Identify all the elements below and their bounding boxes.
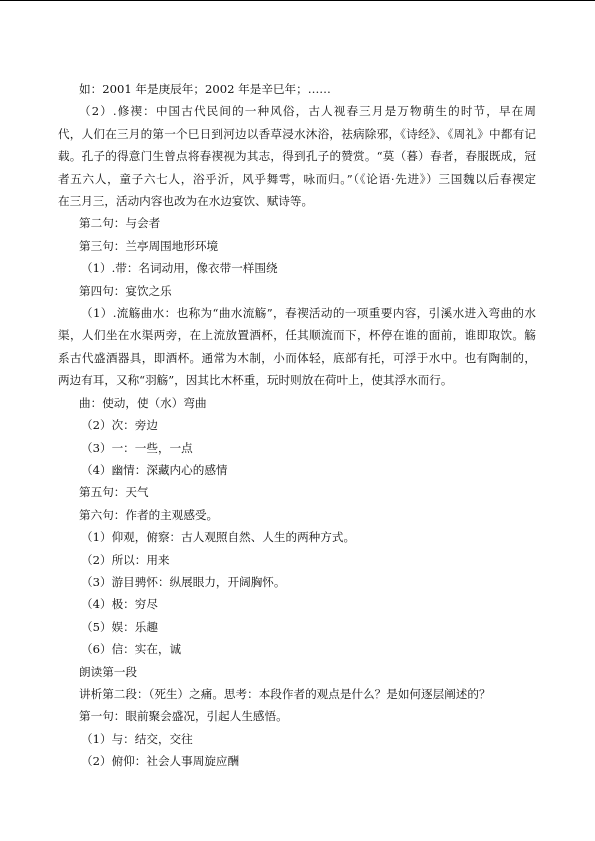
text-line: （3）游目骋怀：纵展眼力，开阔胸怀。 <box>81 574 286 589</box>
text-line: （6）信：实在，诚 <box>81 642 182 657</box>
text-line: （2）次：旁边 <box>81 418 158 433</box>
text-line: 第二句：与会者 <box>79 216 161 231</box>
text-line: 曲：使动，使（水）弯曲 <box>79 395 207 410</box>
text-line: （3）一：一些，一点 <box>81 440 193 455</box>
document-page <box>58 78 536 773</box>
text-line: （1）与：结交，交往 <box>81 731 193 746</box>
text-line: （2）.修禊：中国古代民间的一种风俗，古人视春三月是万物萌生的时节，早在周 <box>79 104 536 119</box>
text-line: （1）.流觞曲水：也称为“曲水流觞”，春禊活动的一项重要内容，引溪水进入弯曲的水 <box>81 306 536 321</box>
text-line: 第一句：眼前聚会盛况，引起人生感悟。 <box>79 709 288 724</box>
text-line: （2）所以：用来 <box>81 552 170 567</box>
text-line: （1）.带：名词动用，像衣带一样围绕 <box>81 261 278 276</box>
text-line: 两边有耳，又称“羽觞”，因其比木杯重，玩时则放在荷叶上，使其浮水而行。 <box>58 373 453 388</box>
text-line: 第五句：天气 <box>79 485 149 500</box>
text-line: （1）仰观，俯察：古人观照自然、人生的两种方式。 <box>81 530 356 545</box>
text-line: （4）幽情：深藏内心的感情 <box>81 462 228 477</box>
text-line: 代，人们在三月的第一个巳日到河边以香草浸水沐浴，祛病除邪，《诗经》、《周礼》中都有记 <box>58 126 536 141</box>
text-line: 载。孔子的得意门生曾点将春禊视为其志，得到孔子的赞赏。“莫（暮）春者，春服既成，冠 <box>58 149 536 164</box>
text-line: 第六句：作者的主观感受。 <box>79 507 219 522</box>
text-line: 朗读第一段 <box>79 664 137 679</box>
text-line: 第四句：宴饮之乐 <box>79 283 172 298</box>
text-line: 第三句：兰亭周围地形环境 <box>79 238 219 253</box>
text-line: 讲析第二段：（死生）之痛。思考：本段作者的观点是什么？是如何逐层阐述的？ <box>79 686 491 701</box>
page-top-border <box>0 0 595 1</box>
text-line: （2）俯仰：社会人事周旋应酬 <box>81 754 240 769</box>
text-line: 如：2001 年是庚辰年；2002 年是辛巳年；…… <box>79 82 331 96</box>
text-line: （4）极：穷尽 <box>81 597 158 612</box>
text-line: （5）娱：乐趣 <box>81 619 158 634</box>
text-line: 者五六人，童子六七人，浴乎沂，风乎舞雩，咏而归。”（《论语·先进》）三国魏以后春禊定 <box>58 171 536 186</box>
text-line: 渠，人们坐在水渠两旁，在上流放置酒杯，任其顺流而下，杯停在谁的面前，谁即取饮。觞 <box>58 328 536 343</box>
text-line: 在三月三，活动内容也改为在水边宴饮、赋诗等。 <box>58 194 314 209</box>
text-line: 系古代盛酒器具，即酒杯。通常为木制，小而体轻，底部有托，可浮于水中。也有陶制的， <box>58 350 536 365</box>
